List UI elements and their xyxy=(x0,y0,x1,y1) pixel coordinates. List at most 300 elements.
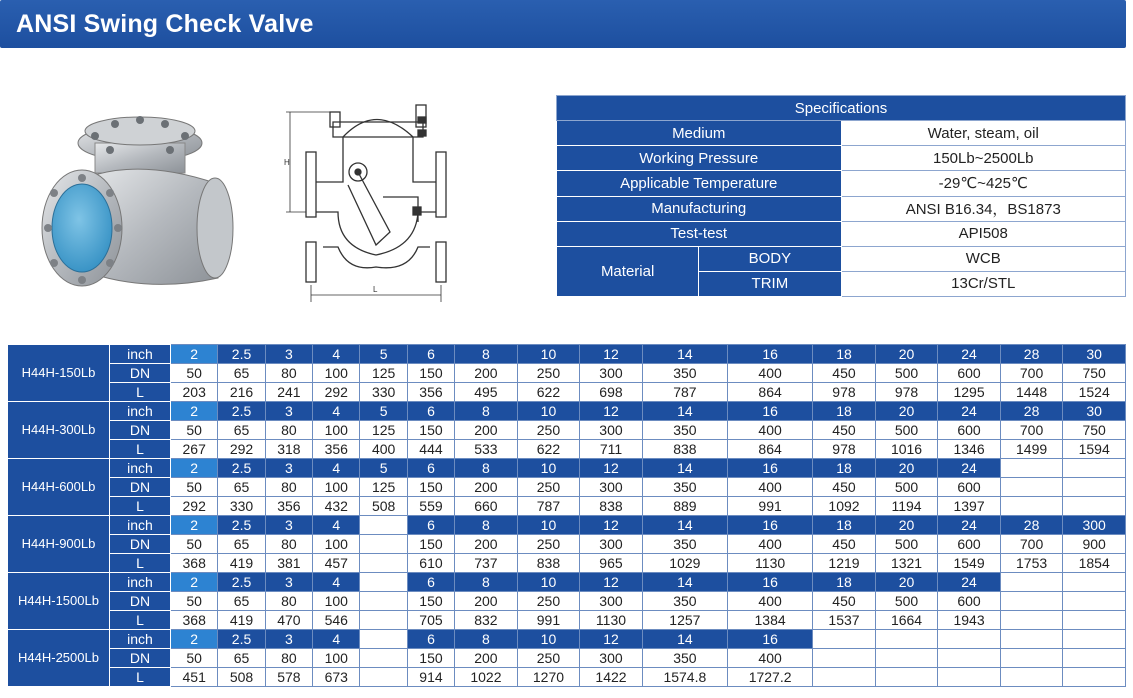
dn-cell: 125 xyxy=(360,364,407,383)
l-cell: 622 xyxy=(517,440,580,459)
title-bar xyxy=(0,0,1126,48)
inch-cell: 3 xyxy=(265,516,312,535)
inch-cell: 10 xyxy=(517,573,580,592)
l-cell: 508 xyxy=(360,497,407,516)
row-label-dn: DN xyxy=(110,478,171,497)
table-row xyxy=(8,535,1126,554)
l-cell: 451 xyxy=(171,668,218,687)
inch-cell: 24 xyxy=(938,516,1001,535)
spec-trim-label: TRIM xyxy=(699,271,841,296)
l-cell: 1727.2 xyxy=(727,668,812,687)
dn-cell: 700 xyxy=(1000,535,1063,554)
dn-cell: 250 xyxy=(517,478,580,497)
table-row xyxy=(8,383,1126,402)
l-cell: 444 xyxy=(407,440,454,459)
dn-cell: 500 xyxy=(875,421,938,440)
row-label-inch: inch xyxy=(110,630,171,649)
table-row xyxy=(8,459,1126,478)
inch-cell: 20 xyxy=(875,459,938,478)
l-cell: 622 xyxy=(517,383,580,402)
inch-cell: 10 xyxy=(517,516,580,535)
dn-cell: 300 xyxy=(580,592,643,611)
dn-cell: 750 xyxy=(1063,364,1126,383)
dn-cell: 400 xyxy=(727,478,812,497)
inch-cell: 5 xyxy=(360,345,407,364)
inch-cell: 3 xyxy=(265,630,312,649)
spec-mfg-label: Manufacturing xyxy=(557,196,842,221)
dn-cell: 600 xyxy=(938,592,1001,611)
dn-cell: 65 xyxy=(218,478,265,497)
dn-cell: 80 xyxy=(265,592,312,611)
dn-cell: 80 xyxy=(265,535,312,554)
l-cell: 1549 xyxy=(938,554,1001,573)
inch-cell: 12 xyxy=(580,402,643,421)
inch-cell xyxy=(813,630,876,649)
dn-cell: 80 xyxy=(265,364,312,383)
l-cell: 1130 xyxy=(727,554,812,573)
row-label-inch: inch xyxy=(110,402,171,421)
dn-cell: 100 xyxy=(313,535,360,554)
dn-cell: 400 xyxy=(727,649,812,668)
dn-cell: 100 xyxy=(313,592,360,611)
inch-cell: 30 xyxy=(1063,345,1126,364)
inch-cell: 16 xyxy=(727,402,812,421)
inch-cell: 5 xyxy=(360,459,407,478)
l-cell: 838 xyxy=(517,554,580,573)
l-cell: 1257 xyxy=(642,611,727,630)
dn-cell: 150 xyxy=(407,535,454,554)
inch-cell: 6 xyxy=(407,516,454,535)
l-cell: 991 xyxy=(517,611,580,630)
l-cell: 356 xyxy=(265,497,312,516)
table-row xyxy=(8,592,1126,611)
drawing-height-label: H xyxy=(284,158,290,167)
l-cell: 457 xyxy=(313,554,360,573)
l-cell: 292 xyxy=(313,383,360,402)
l-cell: 1270 xyxy=(517,668,580,687)
dn-cell: 65 xyxy=(218,364,265,383)
l-cell: 864 xyxy=(727,383,812,402)
l-cell: 1384 xyxy=(727,611,812,630)
inch-cell: 10 xyxy=(517,630,580,649)
dn-cell: 750 xyxy=(1063,421,1126,440)
l-cell xyxy=(875,668,938,687)
l-cell: 400 xyxy=(360,440,407,459)
dn-cell: 150 xyxy=(407,421,454,440)
dn-cell: 200 xyxy=(455,478,518,497)
dn-cell: 50 xyxy=(171,649,218,668)
dimensions-table xyxy=(7,344,1126,687)
inch-cell xyxy=(875,630,938,649)
l-cell: 991 xyxy=(727,497,812,516)
dn-cell: 450 xyxy=(813,478,876,497)
dn-cell: 150 xyxy=(407,364,454,383)
dn-cell: 450 xyxy=(813,364,876,383)
l-cell: 1346 xyxy=(938,440,1001,459)
inch-cell: 8 xyxy=(455,402,518,421)
row-label-dn: DN xyxy=(110,592,171,611)
dn-cell: 600 xyxy=(938,421,1001,440)
inch-cell: 3 xyxy=(265,573,312,592)
dn-cell: 500 xyxy=(875,364,938,383)
inch-cell: 2 xyxy=(171,345,218,364)
dn-cell xyxy=(813,649,876,668)
dn-cell: 700 xyxy=(1000,364,1063,383)
dn-cell xyxy=(1000,478,1063,497)
l-cell: 1499 xyxy=(1000,440,1063,459)
dn-cell: 65 xyxy=(218,535,265,554)
l-cell: 1753 xyxy=(1000,554,1063,573)
l-cell: 216 xyxy=(218,383,265,402)
dn-cell: 300 xyxy=(580,364,643,383)
inch-cell: 16 xyxy=(727,459,812,478)
dn-cell xyxy=(1063,478,1126,497)
l-cell: 368 xyxy=(171,611,218,630)
l-cell: 292 xyxy=(171,497,218,516)
dn-cell: 100 xyxy=(313,421,360,440)
inch-cell: 4 xyxy=(313,345,360,364)
l-cell: 368 xyxy=(171,554,218,573)
dn-cell: 200 xyxy=(455,592,518,611)
l-cell: 1092 xyxy=(813,497,876,516)
inch-cell: 10 xyxy=(517,345,580,364)
inch-cell: 20 xyxy=(875,345,938,364)
inch-cell: 2.5 xyxy=(218,630,265,649)
table-row xyxy=(8,421,1126,440)
inch-cell: 2.5 xyxy=(218,345,265,364)
dn-cell: 350 xyxy=(642,364,727,383)
inch-cell: 2 xyxy=(171,402,218,421)
spec-trim-value: 13Cr/STL xyxy=(841,271,1126,296)
dn-cell: 300 xyxy=(580,421,643,440)
inch-cell: 4 xyxy=(313,516,360,535)
dn-cell: 100 xyxy=(313,649,360,668)
inch-cell: 5 xyxy=(360,402,407,421)
row-label-l: L xyxy=(110,440,171,459)
dn-cell: 400 xyxy=(727,535,812,554)
l-cell: 1130 xyxy=(580,611,643,630)
l-cell: 978 xyxy=(813,383,876,402)
inch-cell: 12 xyxy=(580,516,643,535)
inch-cell: 16 xyxy=(727,345,812,364)
l-cell xyxy=(1000,668,1063,687)
inch-cell xyxy=(360,573,407,592)
row-label-dn: DN xyxy=(110,649,171,668)
specifications-table xyxy=(556,95,1126,297)
dn-cell: 50 xyxy=(171,592,218,611)
dn-cell: 600 xyxy=(938,535,1001,554)
table-row xyxy=(8,497,1126,516)
inch-cell xyxy=(1063,630,1126,649)
dn-cell: 50 xyxy=(171,478,218,497)
inch-cell xyxy=(1063,573,1126,592)
dn-cell: 600 xyxy=(938,364,1001,383)
spec-temp-value: -29℃~425℃ xyxy=(841,171,1126,196)
spec-medium-value: Water, steam, oil xyxy=(841,121,1126,146)
l-cell: 546 xyxy=(313,611,360,630)
dn-cell xyxy=(875,649,938,668)
l-cell: 864 xyxy=(727,440,812,459)
dn-cell: 150 xyxy=(407,478,454,497)
dn-cell: 450 xyxy=(813,421,876,440)
l-cell: 711 xyxy=(580,440,643,459)
dn-cell: 100 xyxy=(313,364,360,383)
table-row xyxy=(8,478,1126,497)
model-name: H44H-150Lb xyxy=(8,345,110,402)
l-cell: 838 xyxy=(580,497,643,516)
l-cell: 1029 xyxy=(642,554,727,573)
dn-cell: 300 xyxy=(580,535,643,554)
dn-cell: 200 xyxy=(455,535,518,554)
inch-cell: 24 xyxy=(938,402,1001,421)
l-cell: 1422 xyxy=(580,668,643,687)
table-row xyxy=(8,364,1126,383)
dn-cell xyxy=(938,649,1001,668)
spec-header: Specifications xyxy=(557,96,1126,121)
inch-cell: 4 xyxy=(313,573,360,592)
row-label-l: L xyxy=(110,383,171,402)
l-cell: 330 xyxy=(360,383,407,402)
dn-cell: 200 xyxy=(455,421,518,440)
swing-check-valve-photo xyxy=(40,98,245,308)
l-cell: 1537 xyxy=(813,611,876,630)
dn-cell: 300 xyxy=(580,478,643,497)
inch-cell: 10 xyxy=(517,459,580,478)
inch-cell xyxy=(1000,630,1063,649)
dn-cell xyxy=(360,592,407,611)
inch-cell: 6 xyxy=(407,630,454,649)
l-cell: 965 xyxy=(580,554,643,573)
inch-cell: 14 xyxy=(642,516,727,535)
l-cell xyxy=(360,611,407,630)
l-cell xyxy=(1000,497,1063,516)
l-cell: 737 xyxy=(455,554,518,573)
dn-cell: 250 xyxy=(517,535,580,554)
inch-cell: 24 xyxy=(938,459,1001,478)
spec-body-value: WCB xyxy=(841,246,1126,271)
l-cell: 432 xyxy=(313,497,360,516)
dn-cell: 400 xyxy=(727,421,812,440)
inch-cell: 2.5 xyxy=(218,402,265,421)
dn-cell: 900 xyxy=(1063,535,1126,554)
l-cell: 470 xyxy=(265,611,312,630)
table-row xyxy=(8,649,1126,668)
inch-cell: 6 xyxy=(407,345,454,364)
row-label-inch: inch xyxy=(110,459,171,478)
inch-cell: 14 xyxy=(642,630,727,649)
inch-cell: 12 xyxy=(580,573,643,592)
l-cell: 203 xyxy=(171,383,218,402)
row-label-inch: inch xyxy=(110,516,171,535)
l-cell xyxy=(1000,611,1063,630)
spec-pressure-value: 150Lb~2500Lb xyxy=(841,146,1126,171)
inch-cell: 18 xyxy=(813,345,876,364)
l-cell: 832 xyxy=(455,611,518,630)
l-cell: 1194 xyxy=(875,497,938,516)
dn-cell: 100 xyxy=(313,478,360,497)
dn-cell: 700 xyxy=(1000,421,1063,440)
inch-cell: 2.5 xyxy=(218,573,265,592)
inch-cell: 4 xyxy=(313,459,360,478)
inch-cell: 8 xyxy=(455,573,518,592)
dn-cell: 65 xyxy=(218,592,265,611)
dn-cell: 350 xyxy=(642,535,727,554)
spec-medium-label: Medium xyxy=(557,121,842,146)
inch-cell xyxy=(938,630,1001,649)
inch-cell: 4 xyxy=(313,630,360,649)
l-cell xyxy=(1063,668,1126,687)
l-cell: 1219 xyxy=(813,554,876,573)
inch-cell: 3 xyxy=(265,402,312,421)
l-cell: 356 xyxy=(313,440,360,459)
row-label-l: L xyxy=(110,497,171,516)
dn-cell: 150 xyxy=(407,592,454,611)
model-name: H44H-1500Lb xyxy=(8,573,110,630)
dn-cell: 150 xyxy=(407,649,454,668)
l-cell: 1022 xyxy=(455,668,518,687)
row-label-inch: inch xyxy=(110,573,171,592)
inch-cell: 18 xyxy=(813,459,876,478)
dn-cell: 200 xyxy=(455,649,518,668)
inch-cell: 12 xyxy=(580,459,643,478)
dn-cell: 50 xyxy=(171,535,218,554)
inch-cell xyxy=(1000,573,1063,592)
l-cell: 1594 xyxy=(1063,440,1126,459)
inch-cell: 20 xyxy=(875,402,938,421)
l-cell: 1295 xyxy=(938,383,1001,402)
table-row xyxy=(8,516,1126,535)
l-cell xyxy=(360,554,407,573)
l-cell: 578 xyxy=(265,668,312,687)
inch-cell: 14 xyxy=(642,402,727,421)
row-label-l: L xyxy=(110,611,171,630)
dn-cell: 250 xyxy=(517,592,580,611)
dn-cell: 450 xyxy=(813,592,876,611)
inch-cell: 2.5 xyxy=(218,516,265,535)
inch-cell: 28 xyxy=(1000,402,1063,421)
inch-cell xyxy=(1000,459,1063,478)
row-label-inch: inch xyxy=(110,345,171,364)
model-name: H44H-900Lb xyxy=(8,516,110,573)
inch-cell: 8 xyxy=(455,630,518,649)
table-row xyxy=(8,440,1126,459)
inch-cell: 28 xyxy=(1000,516,1063,535)
l-cell: 1397 xyxy=(938,497,1001,516)
dn-cell: 50 xyxy=(171,421,218,440)
l-cell: 419 xyxy=(218,611,265,630)
dn-cell xyxy=(1063,592,1126,611)
row-label-l: L xyxy=(110,554,171,573)
dn-cell: 600 xyxy=(938,478,1001,497)
l-cell xyxy=(360,668,407,687)
inch-cell: 2.5 xyxy=(218,459,265,478)
l-cell: 330 xyxy=(218,497,265,516)
table-row xyxy=(8,630,1126,649)
table-row xyxy=(8,554,1126,573)
inch-cell: 12 xyxy=(580,630,643,649)
inch-cell: 6 xyxy=(407,402,454,421)
l-cell xyxy=(1063,497,1126,516)
inch-cell: 14 xyxy=(642,345,727,364)
l-cell: 559 xyxy=(407,497,454,516)
l-cell: 1664 xyxy=(875,611,938,630)
l-cell: 419 xyxy=(218,554,265,573)
dn-cell xyxy=(1000,649,1063,668)
l-cell: 698 xyxy=(580,383,643,402)
l-cell: 1448 xyxy=(1000,383,1063,402)
dn-cell xyxy=(360,535,407,554)
l-cell: 978 xyxy=(875,383,938,402)
inch-cell: 3 xyxy=(265,459,312,478)
dn-cell: 200 xyxy=(455,364,518,383)
table-row xyxy=(8,668,1126,687)
row-label-dn: DN xyxy=(110,421,171,440)
l-cell: 1943 xyxy=(938,611,1001,630)
dn-cell: 65 xyxy=(218,649,265,668)
spec-pressure-label: Working Pressure xyxy=(557,146,842,171)
inch-cell: 2 xyxy=(171,516,218,535)
valve-section-drawing xyxy=(278,97,474,309)
l-cell: 381 xyxy=(265,554,312,573)
inch-cell: 6 xyxy=(407,459,454,478)
inch-cell: 6 xyxy=(407,573,454,592)
spec-mfg-value: ANSI B16.34，BS1873 xyxy=(841,196,1126,221)
spec-body-label: BODY xyxy=(699,246,841,271)
dn-cell: 125 xyxy=(360,478,407,497)
dn-cell: 300 xyxy=(580,649,643,668)
inch-cell: 16 xyxy=(727,516,812,535)
dn-cell: 350 xyxy=(642,421,727,440)
l-cell: 292 xyxy=(218,440,265,459)
dn-cell: 125 xyxy=(360,421,407,440)
l-cell: 267 xyxy=(171,440,218,459)
dn-cell: 65 xyxy=(218,421,265,440)
l-cell: 787 xyxy=(517,497,580,516)
row-label-dn: DN xyxy=(110,535,171,554)
inch-cell: 16 xyxy=(727,630,812,649)
dn-cell: 350 xyxy=(642,592,727,611)
table-row xyxy=(8,573,1126,592)
inch-cell: 2 xyxy=(171,630,218,649)
spec-material-label: Material xyxy=(557,246,699,296)
table-row xyxy=(8,402,1126,421)
l-cell xyxy=(1063,611,1126,630)
l-cell: 914 xyxy=(407,668,454,687)
inch-cell: 20 xyxy=(875,516,938,535)
row-label-dn: DN xyxy=(110,364,171,383)
l-cell: 495 xyxy=(455,383,518,402)
inch-cell: 300 xyxy=(1063,516,1126,535)
l-cell: 838 xyxy=(642,440,727,459)
table-row xyxy=(8,345,1126,364)
dn-cell: 80 xyxy=(265,478,312,497)
l-cell: 673 xyxy=(313,668,360,687)
l-cell: 1016 xyxy=(875,440,938,459)
inch-cell: 8 xyxy=(455,345,518,364)
l-cell: 356 xyxy=(407,383,454,402)
inch-cell: 24 xyxy=(938,345,1001,364)
inch-cell: 2 xyxy=(171,459,218,478)
spec-test-label: Test-test xyxy=(557,221,842,246)
l-cell: 1854 xyxy=(1063,554,1126,573)
dn-cell: 80 xyxy=(265,649,312,668)
l-cell: 660 xyxy=(455,497,518,516)
l-cell: 1524 xyxy=(1063,383,1126,402)
dn-cell: 350 xyxy=(642,649,727,668)
dn-cell: 400 xyxy=(727,592,812,611)
inch-cell: 18 xyxy=(813,573,876,592)
inch-cell: 10 xyxy=(517,402,580,421)
